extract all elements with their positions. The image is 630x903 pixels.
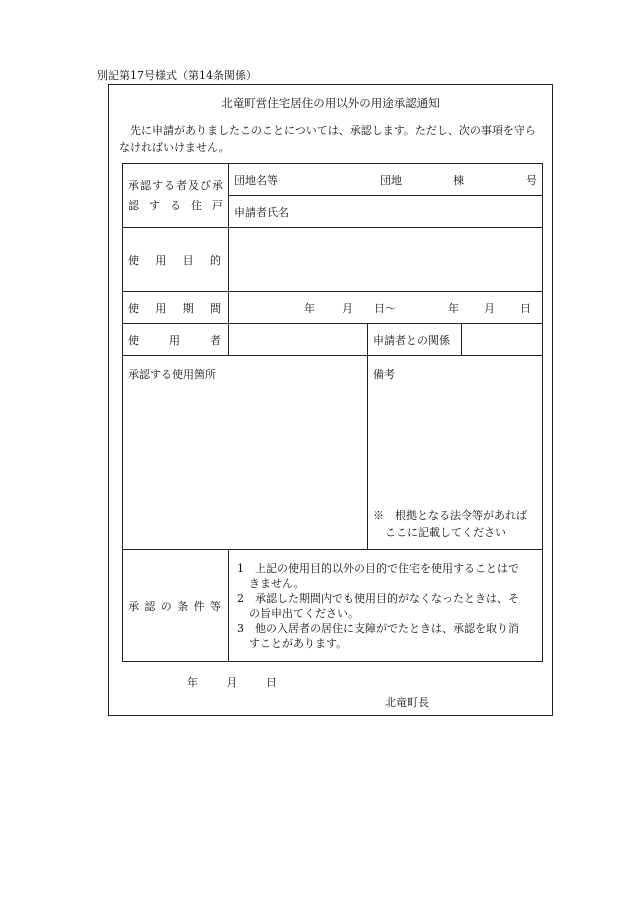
conditions-label: 承認の条件等 [128,599,221,613]
location-label: 承認する使用箇所 [128,368,216,381]
period-label-cell [123,292,229,324]
relation-label-cell [368,324,462,356]
user-label: 使用者 [128,333,221,347]
danchi-name-label: 団地名等 [234,173,278,187]
remarks-cell [368,356,543,550]
form-id: 別記第17号様式（第14条関係） [97,69,257,82]
remarks-note-1: ※ 根拠となる法令等があれば [373,509,527,522]
danchi-label: 団地 [380,173,402,187]
condition-line: すことがあります。 [249,636,348,650]
user-value [229,324,368,356]
applicant-name-label: 申請者氏名 [234,205,289,219]
intro-text: 先に申請がありましたこのことについては、承認します。ただし、次の事項を守らなければいけません。 [119,124,536,154]
period-year-1: 年 [304,301,315,315]
purpose-label-cell [123,228,229,292]
period-month-2: 月 [484,301,495,315]
conditions-label-cell [123,550,229,662]
issue-date [187,674,277,690]
period-value [229,292,543,324]
purpose-label: 使用目的 [128,253,221,267]
period-day-2: 日 [520,301,531,315]
purpose-value [229,228,543,292]
condition-line: 3 他の入居者の居住に支障がでたときは、承認を取り消 [237,621,519,635]
danchi-cell [229,164,543,196]
remarks-label: 備考 [373,368,395,381]
mayor-signature: 北竜町長 [385,696,429,709]
date-year: 年 [187,676,198,689]
approver-label: 承認する者及び承認する住戸 [128,178,223,212]
notice-title: 北竜町営住宅居住の用以外の用途承認通知 [221,96,440,110]
remarks-note-2: ここに記載してください [385,526,506,539]
period-month-1: 月 [342,301,353,315]
go-label: 号 [526,173,537,187]
user-label-cell [123,324,229,356]
location-cell [123,356,368,550]
condition-line: きません。 [249,576,305,590]
date-day: 日 [266,676,277,689]
condition-line: 2 承認した期間内でも使用目的がなくなったときは、そ [237,591,519,605]
condition-line: の旨申出てください。 [249,606,359,620]
applicant-cell [229,196,543,228]
condition-line: 1 上記の使用目的以外の目的で住宅を使用することはで [237,561,519,575]
date-month: 月 [226,676,238,689]
to-label: 棟 [453,173,464,187]
relation-label: 申請者との関係 [373,333,450,347]
approval-table [122,163,543,662]
notice-frame [108,84,553,716]
conditions-cell [229,550,543,662]
relation-value [462,324,543,356]
period-day-1: 日〜 [374,301,396,315]
period-year-2: 年 [448,301,459,315]
period-label: 使用期間 [128,301,221,315]
approver-label-cell [123,164,229,228]
